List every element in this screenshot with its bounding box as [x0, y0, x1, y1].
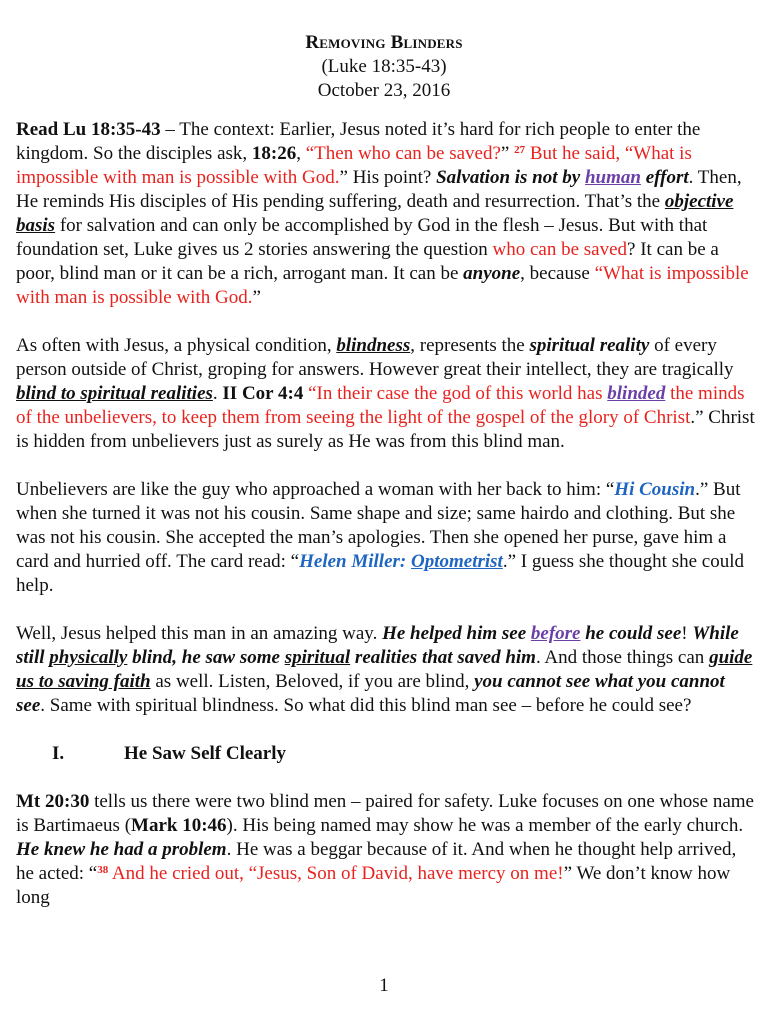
emphasis-text: he could see — [580, 623, 682, 644]
paragraph-blindness — [16, 334, 756, 454]
sermon-header — [0, 31, 768, 103]
paragraph-context — [16, 118, 756, 310]
paragraph-illustration — [16, 478, 756, 598]
text-run: as well. Listen, Beloved, if you are blind, — [150, 671, 475, 692]
emphasis-text: blind to spiritual realities — [16, 383, 213, 404]
text-run: ! — [681, 623, 693, 644]
emphasis-word: blindness — [336, 335, 411, 356]
text-run: . He was a beggar because of it. And when he thought help arrived, he acted: “ — [16, 839, 737, 884]
quote-emphasis: Hi Cousin — [614, 479, 696, 500]
emphasis-text: spiritual reality — [529, 335, 650, 356]
text-run: , — [296, 143, 306, 164]
text-run: – The context: Earlier, Jesus noted it’s hard for rich people to enter the kingdom. So the disciples ask, — [16, 119, 701, 164]
text-run: Unbelievers are like the guy who approached a woman with her back to him: “ — [16, 479, 615, 500]
paragraph-bartimaeus — [16, 790, 756, 910]
text-run: of every person outside of Christ, groping for answers. However great their intellect, they are tragically — [16, 335, 734, 380]
emphasis-text: objective basis — [16, 191, 734, 236]
verse-reference: Mark 10:46 — [131, 815, 227, 836]
emphasis-text: realities that saved him — [350, 647, 536, 668]
emphasis-word: physically — [49, 647, 128, 668]
card-profession: Optometrist — [411, 551, 503, 572]
text-run: ” — [500, 143, 515, 164]
emphasis-text: Salvation is not by — [436, 167, 585, 188]
verse-reference: II Cor 4:4 — [222, 383, 304, 404]
scripture-quote: “In their case the god of this world has — [303, 383, 608, 404]
text-run: . And those things can — [535, 647, 710, 668]
section-heading — [16, 742, 756, 766]
scripture-quote: “Then who can be saved? — [305, 143, 501, 164]
text-run: ” His point? — [339, 167, 437, 188]
scripture-quote: But he said, “What is impossible with man is possible with God. — [16, 143, 692, 188]
emphasis-text: He helped him see — [382, 623, 531, 644]
emphasis-word: spiritual — [284, 647, 351, 668]
emphasis-word: anyone — [463, 263, 521, 284]
text-run: . Then, He reminds His disciples of His pending suffering, death and resurrection. That’s the — [16, 167, 742, 212]
text-run: ” — [252, 287, 261, 308]
emphasis-text: He knew he had a problem — [16, 839, 227, 860]
text-run: , represents the — [410, 335, 530, 356]
reading-reference: Read Lu 18:35-43 — [16, 119, 161, 140]
text-run: ” We don’t know how long — [16, 863, 731, 908]
verse-reference: Mt 20:30 — [16, 791, 90, 812]
text-run: tells us there were two blind men – paired for safety. Luke focuses on one whose name is Bartimaeus ( — [16, 791, 754, 836]
page-number: 1 — [379, 975, 389, 996]
text-run: .” I guess she thought she could help. — [16, 551, 744, 596]
text-run: for salvation and can only be accomplished by God in the flesh – Jesus. But with that foundation set, Luke gives us 2 stories answering the question — [16, 215, 708, 260]
text-run: . Same with spiritual blindness. So what did this blind man see – before he could see? — [40, 695, 692, 716]
emphasis-word: blinded — [607, 383, 666, 404]
emphasis-text: blind, he saw some — [127, 647, 285, 668]
verse-reference: 18:26 — [251, 143, 297, 164]
text-run: .” But when she turned it was not his cousin. Same shape and size; same hairdo and clothing. But she was not his cousin. She accepted the man’s apologies. Then she opened her purse, gave him a card and hurried off. The card read: “ — [16, 479, 741, 572]
emphasis-text: effort — [640, 167, 689, 188]
text-run: .” Christ is hidden from unbelievers just as surely as He was from this blind man. — [16, 407, 755, 452]
verse-number: 38 — [97, 864, 109, 876]
highlighted-question: who can be saved — [492, 239, 628, 260]
scripture-quote: the minds of the unbelievers, to keep them from seeing the light of the gospel of the glory of Christ — [16, 383, 745, 428]
scripture-quote: And he cried out, “Jesus, Son of David, have mercy on me! — [108, 863, 564, 884]
text-run: ). His being named may show he was a member of the early church. — [226, 815, 744, 836]
text-run: Well, Jesus helped this man in an amazing way. — [16, 623, 383, 644]
emphasis-text: guide us to saving faith — [16, 647, 753, 692]
scripture-reference: (Luke 18:35-43) — [321, 56, 447, 77]
verse-number: 27 — [514, 144, 526, 156]
emphasis-text: you cannot see what you cannot see — [16, 671, 725, 716]
sermon-body — [16, 118, 756, 934]
section-number: I. — [52, 743, 65, 764]
emphasis-word: human — [584, 167, 641, 188]
text-run: As often with Jesus, a physical condition, — [16, 335, 337, 356]
emphasis-text: While still — [16, 623, 739, 668]
text-run: ? It can be a poor, blind man or it can be a rich, arrogant man. It can be — [16, 239, 719, 284]
text-run: . — [212, 383, 223, 404]
text-run: , because — [520, 263, 595, 284]
emphasis-word: before — [530, 623, 581, 644]
sermon-date: October 23, 2016 — [317, 80, 451, 101]
card-name: Helen Miller: — [299, 551, 411, 572]
paragraph-insight — [16, 622, 756, 718]
section-title: He Saw Self Clearly — [124, 743, 287, 764]
sermon-title: Removing Blinders — [305, 32, 463, 53]
scripture-quote: “What is impossible with man is possible with God. — [16, 263, 749, 308]
